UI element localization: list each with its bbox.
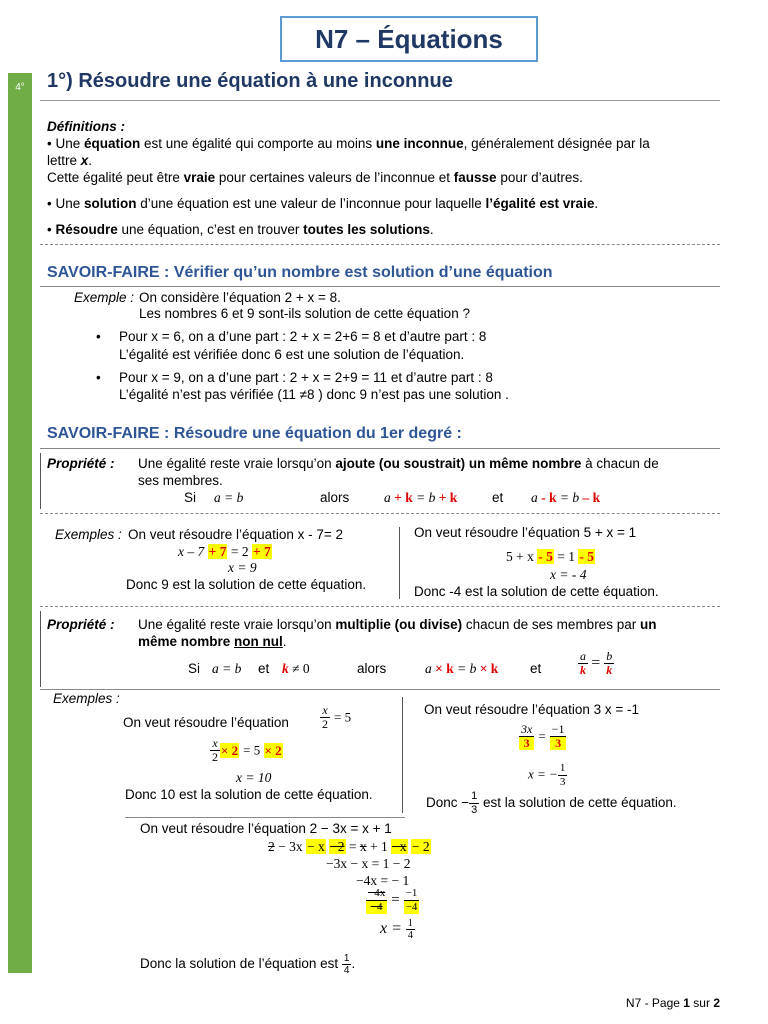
example-step: 5 + x - 5 = 1 - 5 bbox=[506, 549, 594, 564]
divider bbox=[40, 689, 720, 690]
property-text: Une égalité reste vraie lorsqu’on ajoute (ou soustrait) un même nombre à chacun de bbox=[138, 456, 659, 471]
property-label: Propriété : bbox=[47, 456, 115, 471]
example-step: x = 10 bbox=[236, 770, 272, 785]
example-conclusion: Donc 9 est la solution de cette équation. bbox=[126, 577, 367, 592]
example-step: x – 7 + 7 = 2 + 7 bbox=[178, 544, 271, 559]
example-conclusion: Donc la solution de l’équation est $\frac{1}{4}$ . bbox=[140, 953, 356, 976]
savoir-faire-2-title: SAVOIR-FAIRE : Résoudre une équation du 1er degré : bbox=[47, 425, 462, 442]
example-line: L’égalité est vérifiée donc 6 est une solution de l’équation. bbox=[119, 347, 465, 362]
property-si: Si bbox=[184, 490, 197, 505]
example-line: On considère l’équation 2 + x = 8. bbox=[139, 290, 341, 305]
example-conclusion: Donc -4 est la solution de cette équation. bbox=[414, 584, 659, 599]
definitions-block: Définitions : • Une équation est une égalité qui comporte au moins une inconnue, généralement désignée par la lettre x. Cette égalité peut être vraie pour certaines valeurs de l’inconnue et fausse pour d’autres. • Une solution d’une équation est une valeur de l’inconnue pour laquelle l’égalité est vraie. • Résoudre une équation, c’est en trouver toutes les solutions. bbox=[47, 118, 727, 238]
example-step: x = − $\frac{1}{3}$ bbox=[528, 762, 566, 788]
divider bbox=[40, 448, 720, 449]
divider bbox=[399, 527, 400, 599]
example-line: On veut résoudre l’équation 2 − 3x = x + 1 bbox=[140, 821, 392, 836]
example-line: On veut résoudre l’équation bbox=[123, 715, 289, 730]
example-line: Les nombres 6 et 9 sont-ils solution de cette équation ? bbox=[139, 306, 470, 321]
page-footer: N7 - Page 1 sur 2 bbox=[625, 996, 720, 1010]
example-conclusion: Donc − $\frac{1}{3}$ est la solution de cette équation. bbox=[426, 790, 677, 816]
example-step: −4x = − 1 bbox=[356, 873, 410, 888]
page-title: N7 – Équations bbox=[280, 16, 538, 62]
property-label: Propriété : bbox=[47, 617, 115, 632]
definition-truth: Cette égalité peut être vraie pour certaines valeurs de l’inconnue et fausse pour d’autres. bbox=[47, 170, 583, 185]
example-step: $\frac{3x}{3}$ = $\frac{-1}{3}$ bbox=[521, 722, 565, 750]
divider bbox=[40, 100, 720, 101]
property-text: même nombre non nul. bbox=[138, 634, 287, 649]
examples-label: Exemples : bbox=[55, 527, 122, 542]
savoir-faire-1-title: SAVOIR-FAIRE : Vérifier qu’un nombre est solution d’une équation bbox=[47, 264, 553, 281]
divider bbox=[402, 697, 403, 813]
example-step: −3x − x = 1 − 2 bbox=[326, 856, 411, 871]
divider bbox=[40, 513, 720, 514]
property-eq: a = b bbox=[212, 661, 242, 676]
definition-solution: • Une solution d’une équation est une valeur de l’inconnue pour laquelle l’égalité est vraie. bbox=[47, 196, 599, 211]
example-step: $\frac{x}{2}$ × 2 = 5 × 2 bbox=[212, 736, 282, 764]
grade-label: 4° bbox=[15, 82, 25, 93]
section-heading: 1°) Résoudre une équation à une inconnue bbox=[47, 70, 453, 92]
divider bbox=[125, 817, 405, 818]
example-line: On veut résoudre l’équation 3 x = -1 bbox=[424, 702, 640, 717]
example-eq: $\frac{x}{2}$ = 5 bbox=[322, 703, 352, 731]
example-line: Pour x = 9, on a d’une part : 2 + x = 2+9 = 11 et d’autre part : 8 bbox=[119, 370, 493, 385]
example-step: x = 9 bbox=[228, 560, 257, 575]
divider bbox=[40, 286, 720, 287]
property-et: et bbox=[258, 661, 270, 676]
property-text: ses membres. bbox=[138, 473, 223, 488]
property-result-add: a + k = b + k bbox=[384, 490, 458, 505]
example-conclusion: Donc 10 est la solution de cette équation. bbox=[125, 787, 373, 802]
example-line: L’égalité n’est pas vérifiée (11 ≠8 ) donc 9 n’est pas une solution . bbox=[119, 387, 509, 402]
example-step: $\frac{-4x}{-4}$ = $\frac{-1}{-4}$ bbox=[368, 887, 418, 913]
example-line: On veut résoudre l’équation 5 + x = 1 bbox=[414, 525, 637, 540]
example-label: Exemple : bbox=[74, 290, 135, 305]
divider bbox=[40, 453, 41, 509]
definition-resolve: • Résoudre une équation, c’est en trouver toutes les solutions. bbox=[47, 222, 434, 237]
property-et: et bbox=[492, 490, 504, 505]
property-result-div: $\frac{a}{k}$ = $\frac{b}{k}$ bbox=[580, 649, 613, 677]
property-eq: a = b bbox=[214, 490, 244, 505]
bullet: • bbox=[96, 329, 101, 344]
property-alors: alors bbox=[320, 490, 350, 505]
property-nonzero: k ≠ 0 bbox=[282, 661, 310, 676]
divider bbox=[40, 244, 720, 245]
property-result-sub: a - k = b – k bbox=[531, 490, 601, 505]
property-et: et bbox=[530, 661, 542, 676]
example-line: On veut résoudre l’équation x - 7= 2 bbox=[128, 527, 344, 542]
divider bbox=[40, 606, 720, 607]
definitions-label: Définitions : bbox=[47, 119, 125, 134]
definition-equation: • Une équation est une égalité qui comporte au moins une inconnue, généralement désignée par la bbox=[47, 136, 650, 151]
property-si: Si bbox=[188, 661, 201, 676]
property-text: Une égalité reste vraie lorsqu’on multiplie (ou divise) chacun de ses membres par un bbox=[138, 617, 657, 632]
example-step: 2 − 3x − x −2 = x + 1 −x − 2 bbox=[268, 839, 430, 854]
example-line: Pour x = 6, on a d’une part : 2 + x = 2+6 = 8 et d’autre part : 8 bbox=[119, 329, 487, 344]
side-bar bbox=[8, 73, 32, 973]
example-step: x = - 4 bbox=[550, 567, 587, 582]
property-result-mul: a × k = b × k bbox=[425, 661, 499, 676]
example-step: x = $\frac{1}{4}$ bbox=[380, 918, 413, 941]
examples-label: Exemples : bbox=[53, 691, 120, 706]
property-alors: alors bbox=[357, 661, 387, 676]
divider bbox=[40, 611, 41, 687]
bullet: • bbox=[96, 370, 101, 385]
